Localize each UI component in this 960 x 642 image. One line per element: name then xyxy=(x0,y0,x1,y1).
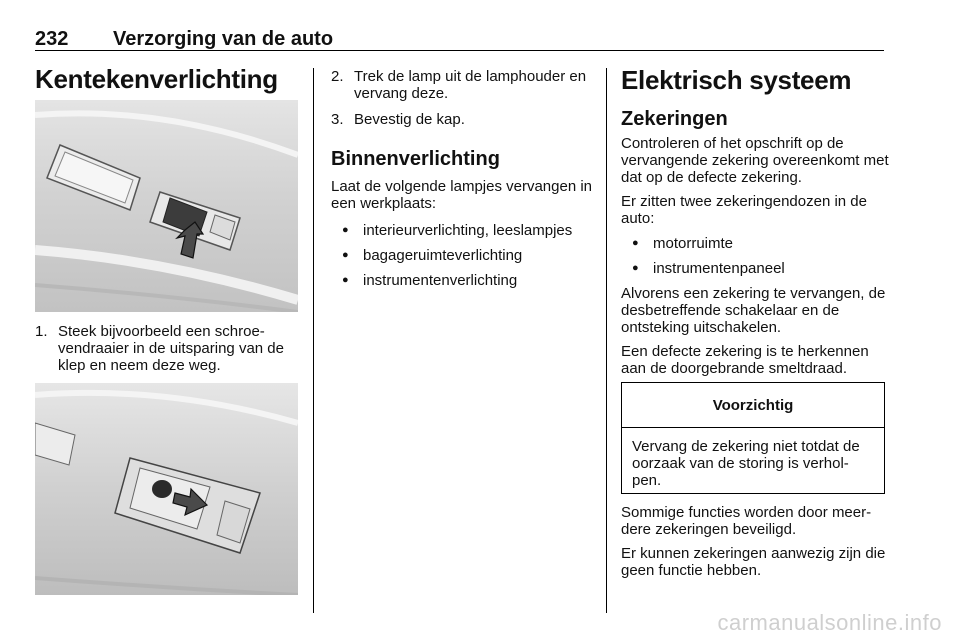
caution-title: Voorzichtig xyxy=(622,383,884,428)
fuse-paragraph-5: Sommige functies worden door meer-dere zekeringen beveiligd. xyxy=(621,504,872,538)
bullet-instrument-light: ● instrumentenverlichting xyxy=(331,272,593,289)
step-1-number: 1. xyxy=(35,323,48,340)
subheading-zekeringen: Zekeringen xyxy=(621,108,728,130)
step-3 xyxy=(331,111,593,128)
fuse-paragraph-3: Alvorens een zekering te vervangen, de desbetreffende schakelaar en de ontsteking uitschakelen. xyxy=(621,285,886,336)
step-2 xyxy=(331,68,593,102)
step-1-text: Steek bijvoorbeeld een schroe-vendraaier in de uitsparing van de klep en neem deze weg. xyxy=(58,323,284,374)
section-heading-kentekenverlichting: Kentekenverlichting xyxy=(35,64,278,94)
figure-license-plate-light-1 xyxy=(35,100,298,312)
bullet-interior-light: ● interieurverlichting, leeslampjes xyxy=(331,222,593,239)
column-divider-2 xyxy=(606,68,607,613)
step-1 xyxy=(35,323,300,374)
page-number: 232 xyxy=(35,28,69,50)
figure-license-plate-light-2 xyxy=(35,383,298,595)
header-rule xyxy=(35,50,884,51)
license-plate-light-illustration-1 xyxy=(35,100,298,312)
fuse-paragraph-2: Er zitten twee zekeringendozen in de auto: xyxy=(621,193,867,227)
chapter-title: Verzorging van de auto xyxy=(113,28,334,50)
watermark: carmanualsonline.info xyxy=(717,610,942,635)
bullet-engine-compartment: ● motorruimte xyxy=(621,235,889,252)
caution-text: Vervang de zekering niet totdat de oorzaak van de storing is verhol-pen. xyxy=(632,438,860,489)
bullet-luggage-light: ● bagageruimteverlichting xyxy=(331,247,593,264)
section-heading-binnenverlichting: Binnenverlichting xyxy=(331,148,500,170)
column-divider-1 xyxy=(313,68,314,613)
caution-box xyxy=(621,382,885,494)
step-3-number: 3. xyxy=(331,111,344,128)
fuse-paragraph-6: Er kunnen zekeringen aanwezig zijn die geen functie hebben. xyxy=(621,545,886,579)
fuse-paragraph-1: Controleren of het opschrift op de vervangende zekering overeenkomt met dat op de defecte zekering. xyxy=(621,135,889,186)
binnenverlichting-intro: Laat de volgende lampjes vervangen in een werkplaats: xyxy=(331,178,593,212)
fuse-paragraph-4: Een defecte zekering is te herkennen aan de doorgebrande smeltdraad. xyxy=(621,343,869,377)
step-3-text: Bevestig de kap. xyxy=(354,111,465,128)
bullet-instrument-panel: ● instrumentenpaneel xyxy=(621,260,889,277)
step-2-text: Trek de lamp uit de lamphouder en vervang deze. xyxy=(354,68,587,102)
step-2-number: 2. xyxy=(331,68,344,85)
license-plate-light-illustration-2 xyxy=(35,383,298,595)
section-heading-elektrisch-systeem: Elektrisch systeem xyxy=(621,65,852,95)
